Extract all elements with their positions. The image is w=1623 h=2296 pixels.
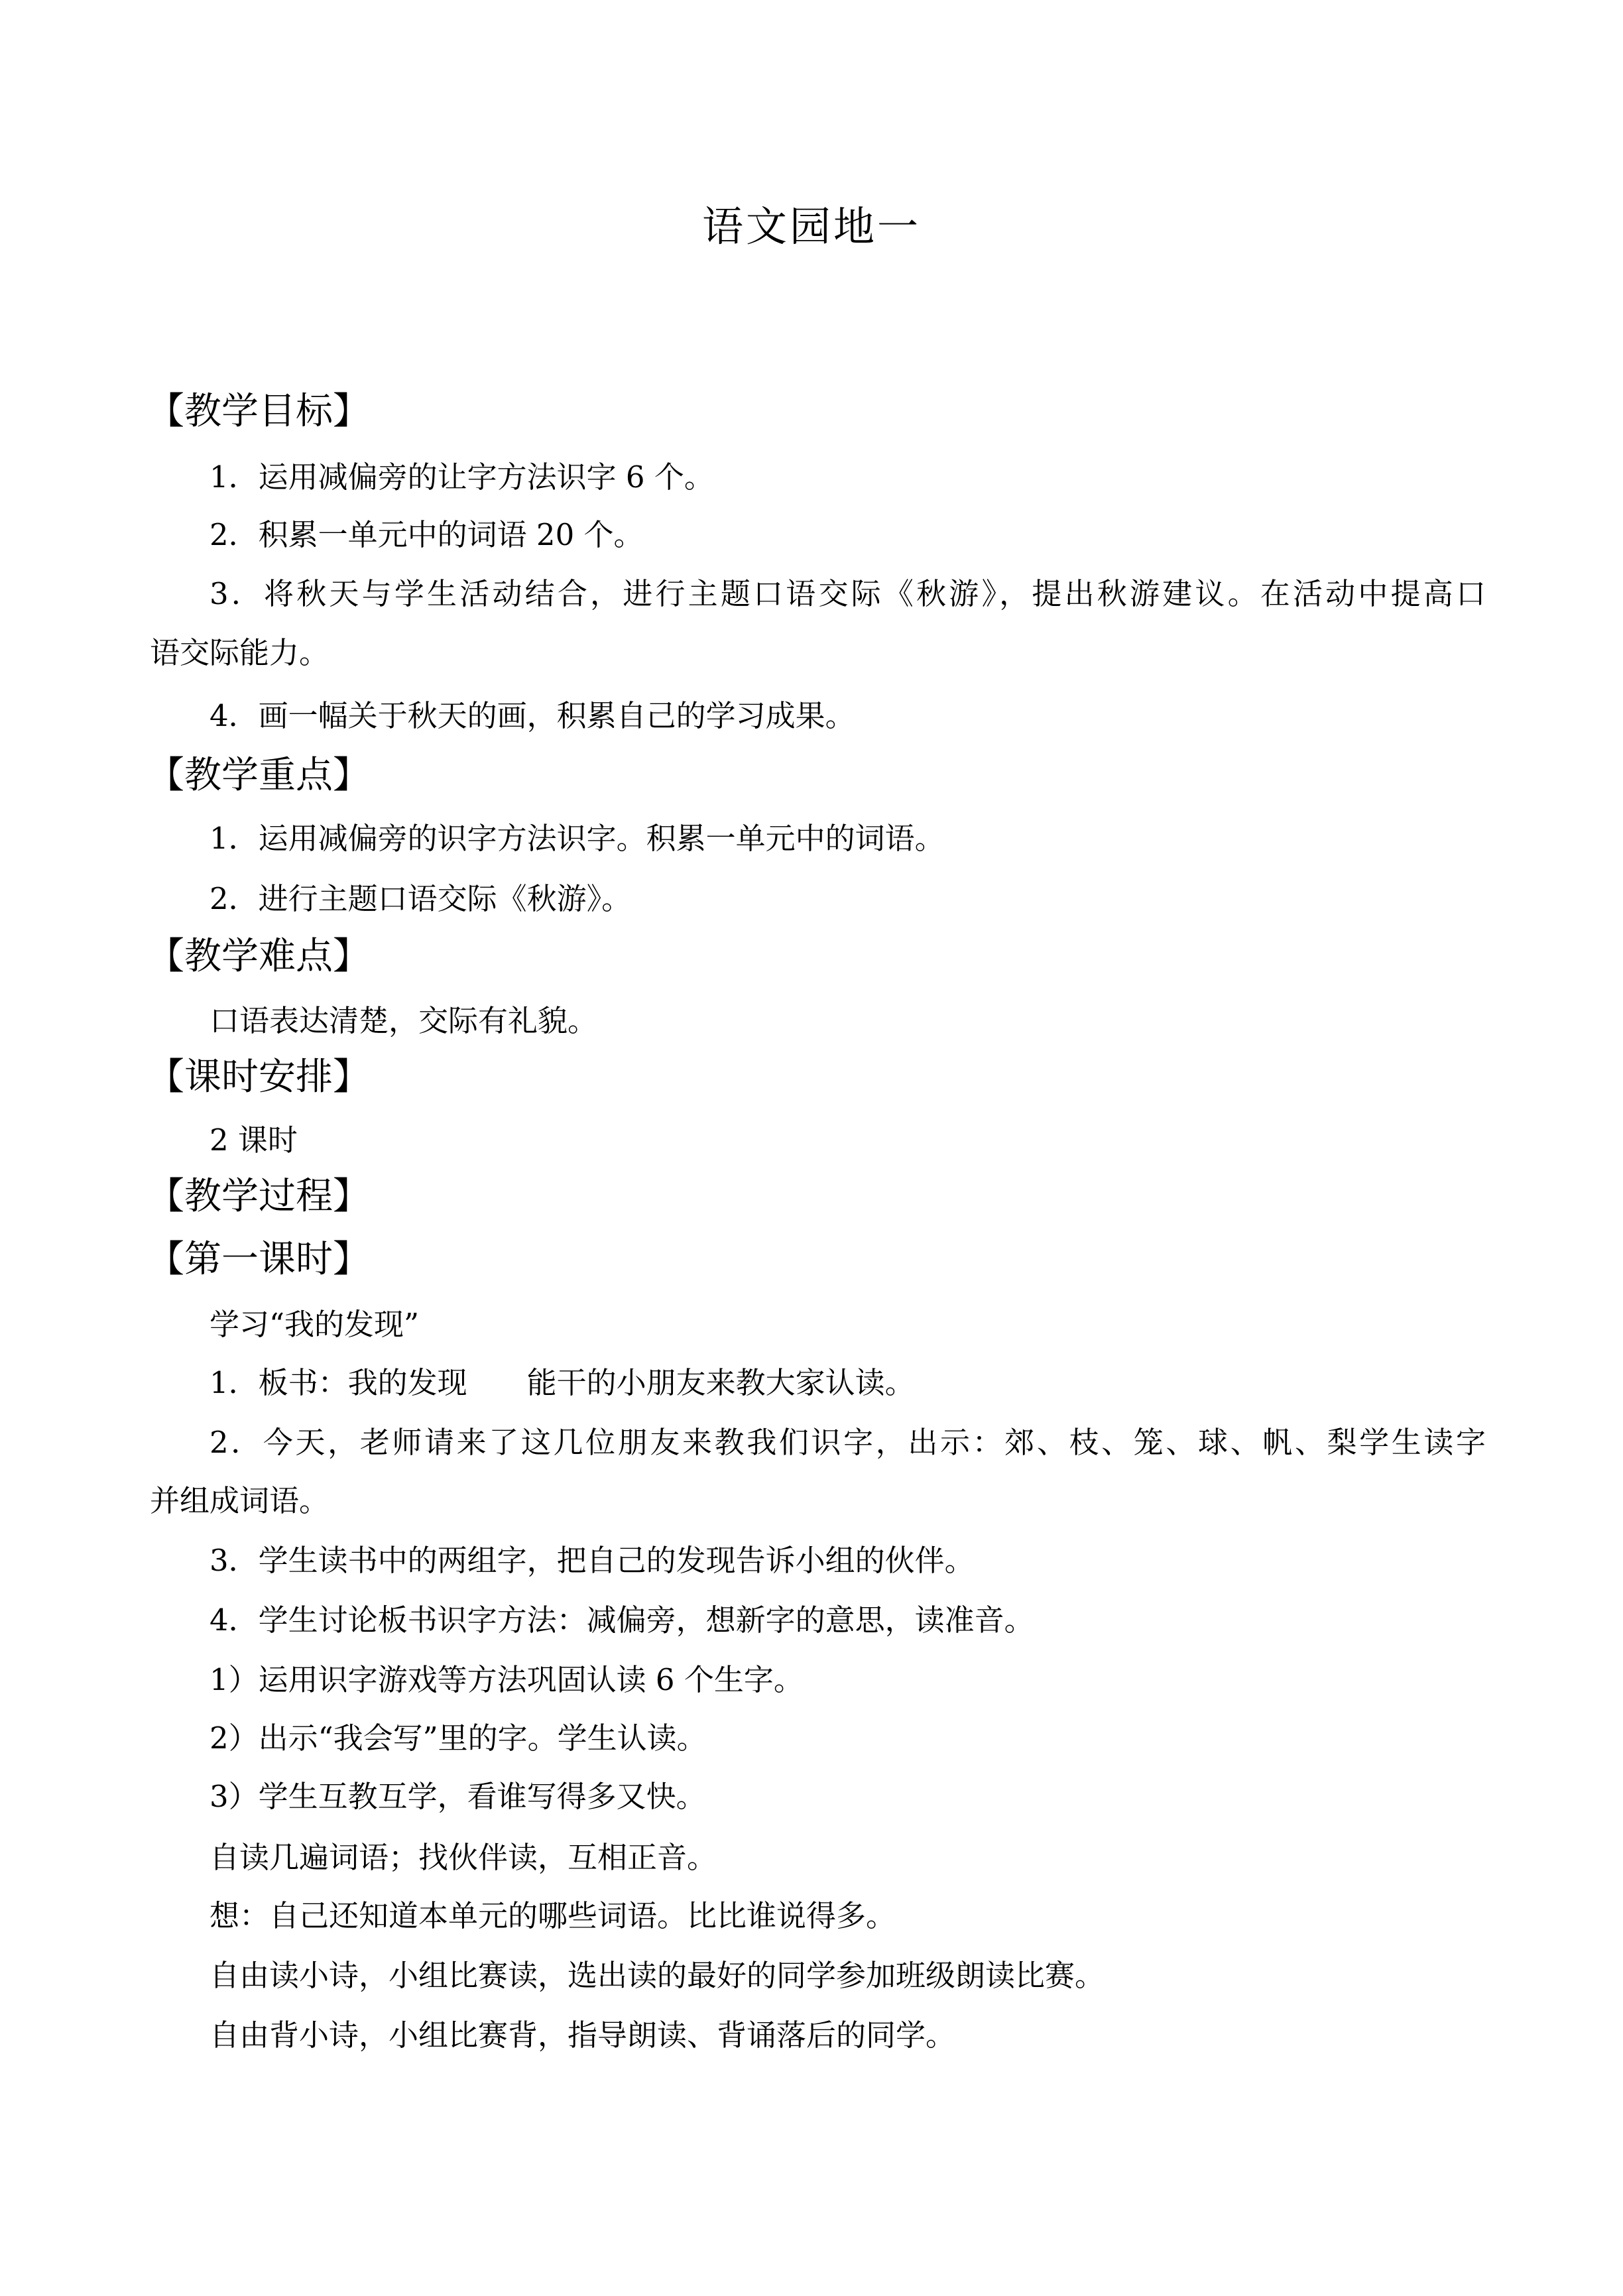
lesson1-line-11: 自由读小诗，小组比赛读，选出读的最好的同学参加班级朗读比赛。 xyxy=(210,1958,1105,1993)
lesson1-line-3-continued: 并组成词语。 xyxy=(150,1483,330,1518)
heading-key-points: 【教学重点】 xyxy=(147,754,370,797)
goal-item-3: 3．将秋天与学生活动结合，进行主题口语交际《秋游》，提出秋游建议。在活动中提高口 xyxy=(210,576,1486,611)
heading-difficulties: 【教学难点】 xyxy=(147,935,370,978)
lesson1-line-8: 3）学生互教互学，看谁写得多又快。 xyxy=(210,1779,706,1814)
lesson1-line-9: 自读几遍词语；找伙伴读，互相正音。 xyxy=(210,1840,717,1875)
lesson1-line-1: 学习“我的发现” xyxy=(210,1307,420,1342)
key-point-item-1: 1．运用减偏旁的识字方法识字。积累一单元中的词语。 xyxy=(210,821,945,856)
lesson1-line-12: 自由背小诗，小组比赛背，指导朗读、背诵落后的同学。 xyxy=(210,2018,956,2053)
heading-first-lesson: 【第一课时】 xyxy=(147,1238,370,1281)
key-point-item-2: 2．进行主题口语交际《秋游》。 xyxy=(210,881,632,916)
goal-item-3-continued: 语交际能力。 xyxy=(150,635,330,670)
goal-item-1: 1．运用减偏旁的让字方法识字 6 个。 xyxy=(210,459,714,495)
heading-teaching-process: 【教学过程】 xyxy=(147,1175,370,1218)
goal-item-4: 4．画一幅关于秋天的画，积累自己的学习成果。 xyxy=(210,698,855,733)
lesson1-line-6: 1）运用识字游戏等方法巩固认读 6 个生字。 xyxy=(210,1662,804,1697)
lesson1-line-10: 想：自己还知道本单元的哪些词语。比比谁说得多。 xyxy=(210,1898,896,1933)
goal-item-2: 2．积累一单元中的词语 20 个。 xyxy=(210,517,644,552)
lesson1-line-2: 1．板书：我的发现 能干的小朋友来教大家认读。 xyxy=(210,1365,915,1400)
heading-teaching-goals: 【教学目标】 xyxy=(147,390,370,433)
difficulty-item-1: 口语表达清楚，交际有礼貌。 xyxy=(210,1003,598,1038)
lesson1-line-7: 2）出示“我会写”里的字。学生认读。 xyxy=(210,1721,707,1756)
page-title: 语文园地一 xyxy=(701,202,921,251)
schedule-item-1: 2 课时 xyxy=(210,1122,298,1158)
heading-schedule: 【课时安排】 xyxy=(147,1056,370,1099)
lesson1-line-5: 4．学生讨论板书识字方法：减偏旁，想新字的意思，读准音。 xyxy=(210,1602,1034,1638)
lesson1-line-3: 2．今天，老师请来了这几位朋友来教我们识字，出示：郊、枝、笼、球、帆、梨学生读字 xyxy=(210,1425,1486,1460)
lesson1-line-4: 3．学生读书中的两组字，把自己的发现告诉小组的伙伴。 xyxy=(210,1543,975,1578)
